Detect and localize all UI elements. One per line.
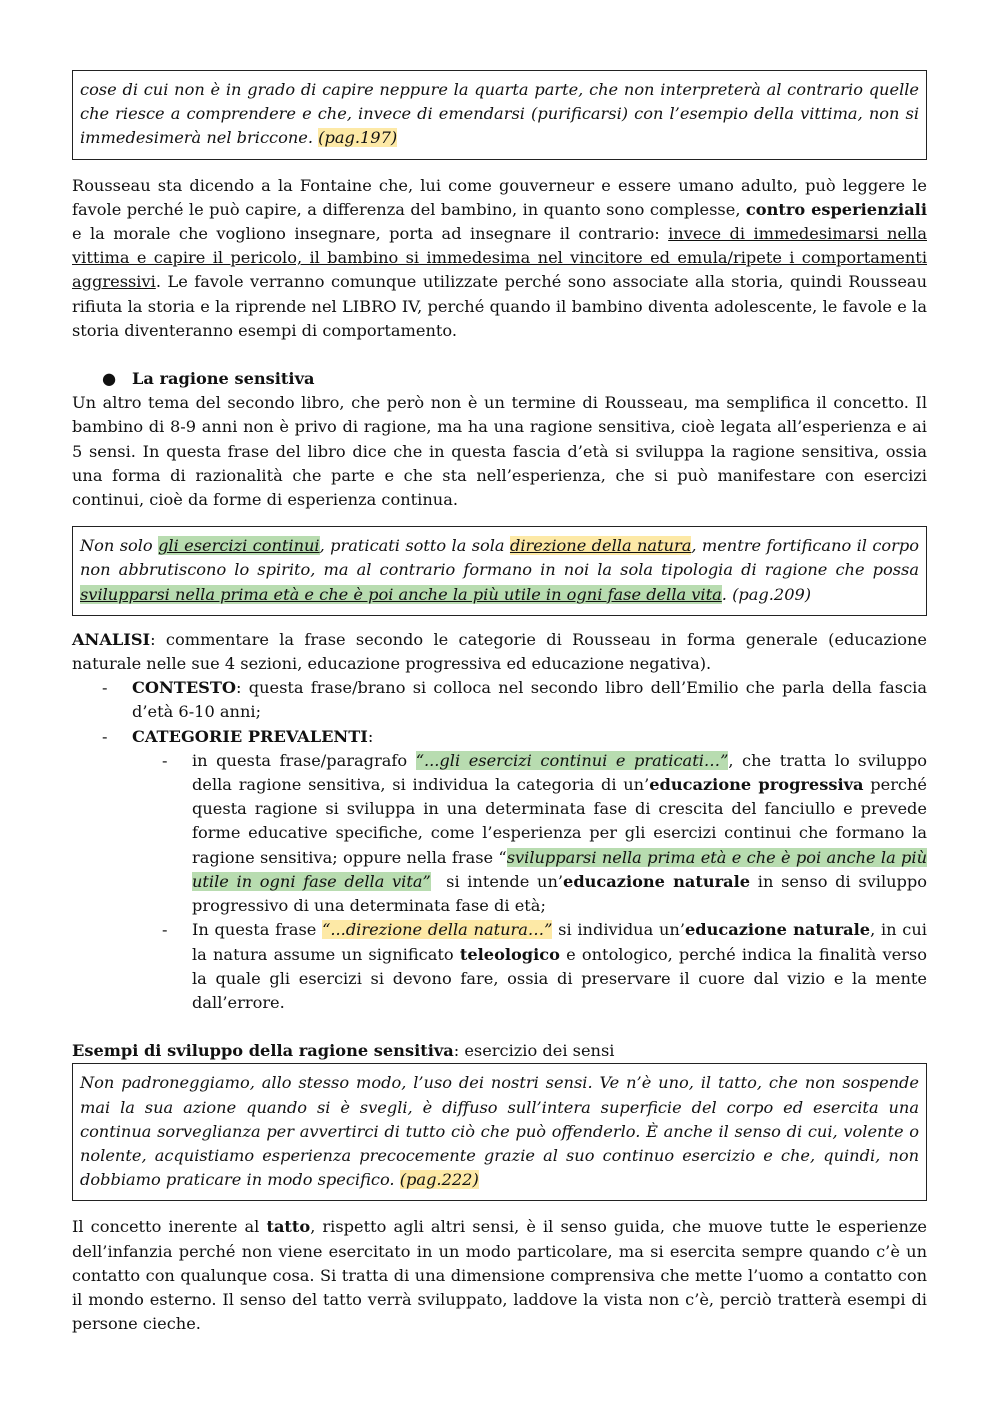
categorie-sublist <box>72 749 927 1015</box>
text-span: , in cui la natura assume un significato <box>192 920 927 964</box>
text-span: perché questa ragione si sviluppa in una determinata fase di crescita del fanciullo e prevede forme educative specifiche, come l’esperienza per gli esercizi continui che formano la ragione sensitiva; oppure nella frase “ <box>192 775 928 867</box>
text-span: : esercizio dei sensi <box>453 1041 615 1061</box>
page-reference: . (pag.209) <box>721 584 812 604</box>
highlight-yellow: direzione della natura <box>509 536 692 556</box>
page-reference: (pag.197) <box>318 128 398 148</box>
text-span: : commentare la frase secondo le categorie di Rousseau in forma generale (educazione naturale nelle sue 4 sezioni, educazione progressiva ed educazione negativa). <box>72 629 927 674</box>
text-span: Rousseau sta dicendo a la Fontaine che, lui come gouverneur e essere umano adulto, può leggere le favole perché le può capire, a differenza del bambino, in quanto sono complesse, <box>72 175 927 219</box>
bold-label: CONTESTO <box>132 678 237 698</box>
quote-box-1 <box>72 70 927 160</box>
text-span: . Le favole verranno comunque utilizzate perché sono associate alla storia, quindi Rousseau rifiuta la storia e la riprende nel LIBRO IV, perché quando il bambino diventa adolescente, le favole e la storia diventeranno esempi di comportamento. <box>72 272 927 340</box>
text-span: e ontologico, perché indica la finalità verso la quale gli esercizi si devono fare, ossia di preservare il cuore dal vizio e la mente dall’errore. <box>192 944 927 1012</box>
text-span: In questa frase <box>192 920 317 940</box>
highlight-yellow: “...direzione della natura…” <box>322 920 553 940</box>
quote-box-3 <box>72 1063 927 1201</box>
text-span: si individua un’ <box>558 920 685 940</box>
dash-marker: - <box>102 726 108 746</box>
text-span: , che tratta lo sviluppo della ragione sensitiva, si individua la categoria di un’ <box>192 750 927 795</box>
text-span: in questa frase/paragrafo <box>192 750 408 770</box>
bold-term: tatto <box>266 1217 311 1237</box>
underlined-text: invece di immedesimarsi nella vittima e capire il pericolo, il bambino si immedesima nel vincitore ed emula/ripete i comportamenti aggressivi <box>72 224 927 292</box>
quote-text: cose di cui non è in grado di capire neppure la quarta parte, che non interpreterà al contrario quelle che riesce a comprendere e che, invece di emendarsi (purificarsi) con l’esempio della vittima, non si immedesimerà nel briccone. <box>80 80 919 148</box>
list-item-contesto <box>72 676 927 724</box>
document-page <box>72 70 927 1336</box>
highlight-green: svilupparsi nella prima età e che è poi anche la più utile in ogni fase della vita” <box>192 847 928 891</box>
text-span: Non solo <box>80 536 153 556</box>
bold-term: educazione progressiva <box>649 775 864 795</box>
bold-heading: Esempi di sviluppo della ragione sensitiva <box>72 1041 454 1061</box>
text-span: Il concetto inerente al <box>72 1217 260 1237</box>
paragraph-tatto <box>72 1215 927 1336</box>
text-span: , praticati sotto la sola <box>319 536 505 556</box>
paragraph-ragione-sensitiva: Un altro tema del secondo libro, che però non è un termine di Rousseau, ma semplifica il concetto. Il bambino di 8-9 anni non è privo di ragione, ma ha una ragione sensitiva, cioè legata all’esperienza e ai 5 sensi. In questa frase del libro dice che in questa fascia d’età si sviluppa la ragione sensitiva, ossia una forma di razionalità che parte e che sta nell’esperienza, che si può manifestare con esercizi continui, cioè da forme di esperienza continua. <box>72 393 927 510</box>
highlight-green: gli esercizi continui <box>158 536 320 556</box>
page-reference: (pag.222) <box>399 1170 479 1190</box>
bold-term: teleologico <box>459 944 560 964</box>
text-span: , rispetto agli altri sensi, è il senso guida, che muove tutte le esperienze dell’infanzia perché non viene esercitato in un modo particolare, ma si esercita sempre quando c’è un contatto con qualunque cosa. Si tratta di una dimensione comprensiva che mette l’uomo a contatto con il mondo esterno. Il senso del tatto verrà sviluppato, laddove la vista non c’è, perciò tratterà esempi di persone cieche. <box>72 1217 927 1334</box>
section-heading-ragione-sensitiva <box>72 367 927 391</box>
bullet-icon: ● <box>102 369 117 389</box>
dash-marker: - <box>162 750 168 770</box>
text-span: e la morale che vogliono insegnare, porta ad insegnare il contrario: <box>72 224 660 244</box>
text-span: , mentre fortificano il corpo non abbrutiscono lo spirito, ma al contrario formano in noi la sola tipologia di ragione che possa <box>80 536 920 580</box>
quote-text: Non padroneggiamo, allo stesso modo, l’uso dei nostri sensi. Ve n’è uno, il tatto, che non sospende mai la sua azione quando si è svegli, è diffuso sull’intera superficie del corpo ed esercita una continua sorveglianza per avvertirci di tutto ciò che può offenderlo. È anche il senso di cui, volente o nolente, acquistiamo esperienza precocemente grazie al suo continuo esercizio e che, quindi, non dobbiamo praticare in modo specifico. <box>80 1073 919 1190</box>
text-span: : questa frase/brano si colloca nel secondo libro dell’Emilio che parla della fascia d’età 6-10 anni; <box>132 678 927 722</box>
bold-label: CATEGORIE PREVALENTI <box>132 726 368 746</box>
bold-label: ANALISI <box>72 629 151 649</box>
sublist-item-naturale <box>72 918 927 1015</box>
heading-text: La ragione sensitiva <box>132 369 315 389</box>
text-span: si intende un’ <box>446 871 564 891</box>
highlight-green: “...gli esercizi continui e praticati…” <box>415 750 729 770</box>
text-span: : <box>367 726 374 746</box>
highlight-green: svilupparsi nella prima età e che è poi anche la più utile in ogni fase della vita <box>80 584 722 604</box>
text-span: in senso di sviluppo progressivo di una determinata fase di età; <box>192 871 928 916</box>
bold-term: educazione naturale <box>684 920 871 940</box>
paragraph-fontaine <box>72 174 927 343</box>
dash-marker: - <box>162 920 168 940</box>
bold-term: educazione naturale <box>563 871 751 891</box>
section-heading-esempi <box>72 1039 927 1063</box>
sublist-item-progressiva <box>72 749 927 918</box>
list-item-categorie <box>72 725 927 749</box>
bold-term: contro esperienziali <box>745 199 927 219</box>
dash-marker: - <box>102 678 108 698</box>
analisi-list <box>72 676 927 749</box>
analisi-intro <box>72 628 927 676</box>
quote-box-2 <box>72 526 927 616</box>
